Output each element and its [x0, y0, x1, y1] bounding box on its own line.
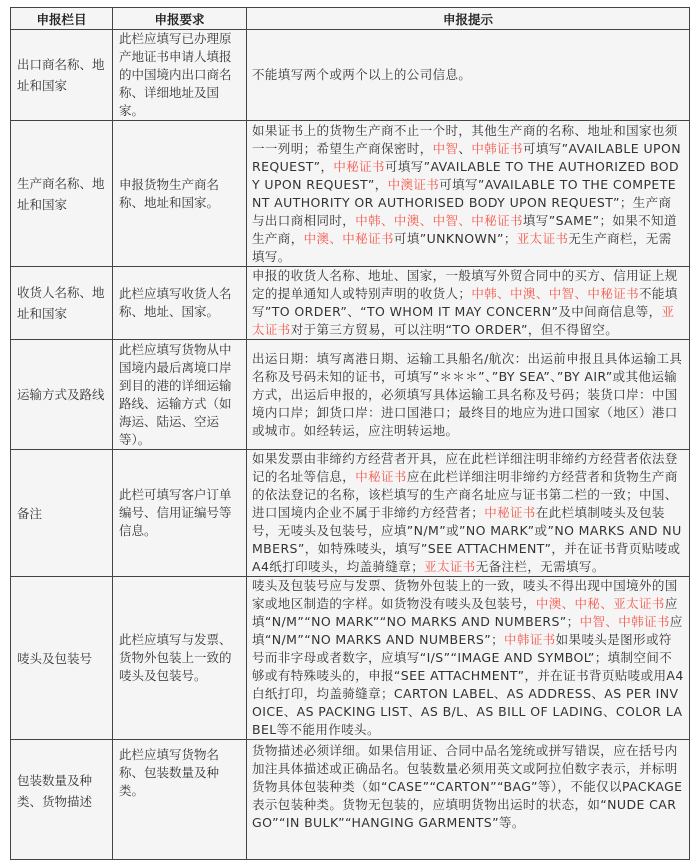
- field-name: 出口商名称、地址和国家: [11, 30, 113, 121]
- field-hint: [247, 577, 690, 740]
- header-field: 申报栏目: [11, 8, 113, 30]
- certificate-type-highlight: 中韩证书: [471, 140, 523, 156]
- hint-text: 对于第三方贸易，可以注明“TO ORDER”，但不得留空。: [290, 322, 619, 337]
- hint-text: 可填写”AVAILABLE TO THE AUTHORIZED BODY UPON REQUEST”，: [252, 158, 680, 192]
- hint-text: 无生产商栏，无需填写。: [252, 230, 672, 264]
- field-hint: [247, 450, 690, 577]
- certificate-type-highlight: 中韩、中澳、中智、中秘证书: [355, 212, 523, 228]
- hint-text: 、: [458, 140, 472, 156]
- hint-text: 如果证书上的货物生产商不止一个时，其他生产商的名称、地址和国家也须一一列明；希望生产商保密时，: [252, 122, 678, 156]
- field-hint: [247, 740, 690, 860]
- certificate-type-highlight: 中秘证书: [484, 505, 536, 520]
- hint-text: 如果发票由非缔约方经营者开具，应在此栏详细注明非缔约方经营者依法登记的名址等信息，: [252, 451, 678, 484]
- certificate-type-highlight: 中澳、中秘证书: [303, 230, 394, 246]
- field-requirement: 此栏可填写客户订单编号、信用证编号等信息。: [113, 450, 247, 577]
- certificate-type-highlight: 中澳、中秘、亚太证书: [535, 596, 665, 611]
- field-name: 唛头及包装号: [11, 577, 113, 740]
- header-requirement: 申报要求: [113, 8, 247, 30]
- declaration-guide-table: [10, 7, 690, 860]
- hint-text: 货物描述必须详细。如果信用证、合同中品名笼统或拼写错误，应在括号内加注具体描述或正确品名。包装数量必须用英文或阿拉伯数字表示，并标明货物具体包装种类（如“CASE”“CARTON”“BAG”等），不能仅以PACKAGE表示包装种类。货物无包装的，应填明货物出运时的状态，如“NUDE CARGO”“IN BULK”“HANGING GARMENTS”等。: [252, 743, 683, 830]
- hint-text: 应在此栏详细注明非缔约方经营者和货物生产商的依法登记的名称，该栏填写的生产商名址应与证书第二栏的一致；中国、进口国境内企业不属于非缔约方经营者；: [252, 469, 678, 520]
- field-name: 备注: [11, 450, 113, 577]
- certificate-type-highlight: 中韩证书: [504, 632, 556, 647]
- field-requirement: 此栏应填写货物名称、包装数量及种类。: [113, 740, 247, 860]
- table-row: [11, 267, 690, 340]
- certificate-type-highlight: 亚太证书: [252, 304, 675, 337]
- table-header-row: [11, 8, 690, 30]
- hint-text: 不能填写两个或两个以上的公司信息。: [252, 67, 472, 82]
- field-requirement: 此栏应填写货物从中国境内最后离境口岸到目的港的详细运输路线、运输方式（如海运、陆运、空运等）。: [113, 340, 247, 450]
- table-row: [11, 577, 690, 740]
- field-name: 运输方式及路线: [11, 340, 113, 450]
- field-requirement: 此栏应填写与发票、货物外包装上一致的唛头及包装号。: [113, 577, 247, 740]
- hint-text: 应填“N/M”“NO MARKS AND NUMBERS”；: [252, 614, 683, 647]
- table-row: [11, 121, 690, 267]
- field-hint: [247, 121, 690, 267]
- certificate-type-highlight: 亚太证书: [424, 559, 476, 574]
- field-hint: [247, 30, 690, 121]
- header-hint: 申报提示: [247, 8, 690, 30]
- table-row: [11, 740, 690, 860]
- hint-text: 出运日期：填写离港日期、运输工具船名/航次：出运前申报且具体运输工具名称及号码未知的证书，可填写”＊＊＊”、”BY SEA”、”BY AIR”或其他运输方式，出运后申报的，必须填写具体运输工具名称及号码；装货口岸：中国境内口岸；卸货口岸：进口国港口；最终目的地应为进口国家（地区）港口或城市。如经转运，应注明转运地。: [252, 350, 683, 438]
- field-name: 收货人名称、地址和国家: [11, 267, 113, 340]
- hint-text: 可填写”AVAILABLE UPON REQUEST”，: [252, 140, 681, 174]
- hint-text: 可填”UNKNOWN”；: [393, 230, 517, 246]
- table-row: [11, 450, 690, 577]
- hint-text: 申报的收货人名称、地址、国家，一般填写外贸合同中的买方、信用证上规定的提单通知人或特别声明的收货人；: [252, 268, 678, 301]
- table-row: [11, 30, 690, 121]
- hint-text: 唛头及包装号应与发票、货物外包装上的一致，唛头不得出现中国境外的国家或地区制造的字样。如货物没有唛头及包装号，: [252, 578, 678, 611]
- hint-text: 填写”SAME”；如果不知道生产商，: [252, 212, 677, 246]
- certificate-type-highlight: 亚太证书: [516, 230, 569, 246]
- field-requirement: 此栏应填写收货人名称、地址、国家。: [113, 267, 247, 340]
- table-row: [11, 340, 690, 450]
- field-requirement: 此栏应填写已办理原产地证书申请人填报的中国境内出口商名称、详细地址及国家。: [113, 30, 247, 121]
- hint-text: 可填写”AVAILABLE TO THE COMPETENT AUTHORITY OR AUTHORISED BODY UPON REQUEST”；生产商与出口商相同时，: [252, 176, 677, 228]
- field-requirement: 申报货物生产商名称、地址和国家。: [113, 121, 247, 267]
- hint-text: 无备注栏，无需填写。: [475, 559, 605, 574]
- hint-text: 如果唛头是图形或符号而非字母或者数字，应填写“I/S”“IMAGE AND SYMBOL”；填制空间不够或有特殊唛头的，申报“SEE ATTACHMENT”，并在证书背页贴唛或用A4白纸打印，均盖骑缝章；CARTON LABEL、AS ADDRESS、AS PER INVOICE、AS PACKING LIST、AS B/L、AS BILL OF LADING、COLOR LABEL等不能用作唛头。: [252, 632, 684, 737]
- field-hint: [247, 267, 690, 340]
- certificate-type-highlight: 中澳证书: [387, 176, 440, 192]
- hint-text: 应填“N/M”“NO MARK”“NO MARKS AND NUMBERS”；: [252, 596, 678, 629]
- certificate-type-highlight: 中智、中韩证书: [579, 614, 670, 629]
- certificate-type-highlight: 中韩、中澳、中智、中秘证书: [471, 286, 640, 301]
- hint-text: 在此栏填制唛头及包装号，无唛头及包装号，应填”N/M”或”NO MARK”或”NO MARKS AND NUMBERS”，如特殊唛头，填写”SEE ATTACHMENT”，并在证书背页贴唛或A4纸打印唛头，均盖骑缝章；: [252, 505, 682, 574]
- certificate-type-highlight: 中智: [432, 140, 459, 156]
- field-name: 包装数量及种类、货物描述: [11, 740, 113, 860]
- hint-text: 不能填写”TO ORDER”、“TO WHOM IT MAY CONCERN”及中间商信息等，: [252, 286, 678, 319]
- certificate-type-highlight: 中秘证书: [333, 158, 385, 174]
- certificate-type-highlight: 中秘证书: [355, 469, 407, 484]
- field-hint: [247, 340, 690, 450]
- field-name: 生产商名称、地址和国家: [11, 121, 113, 267]
